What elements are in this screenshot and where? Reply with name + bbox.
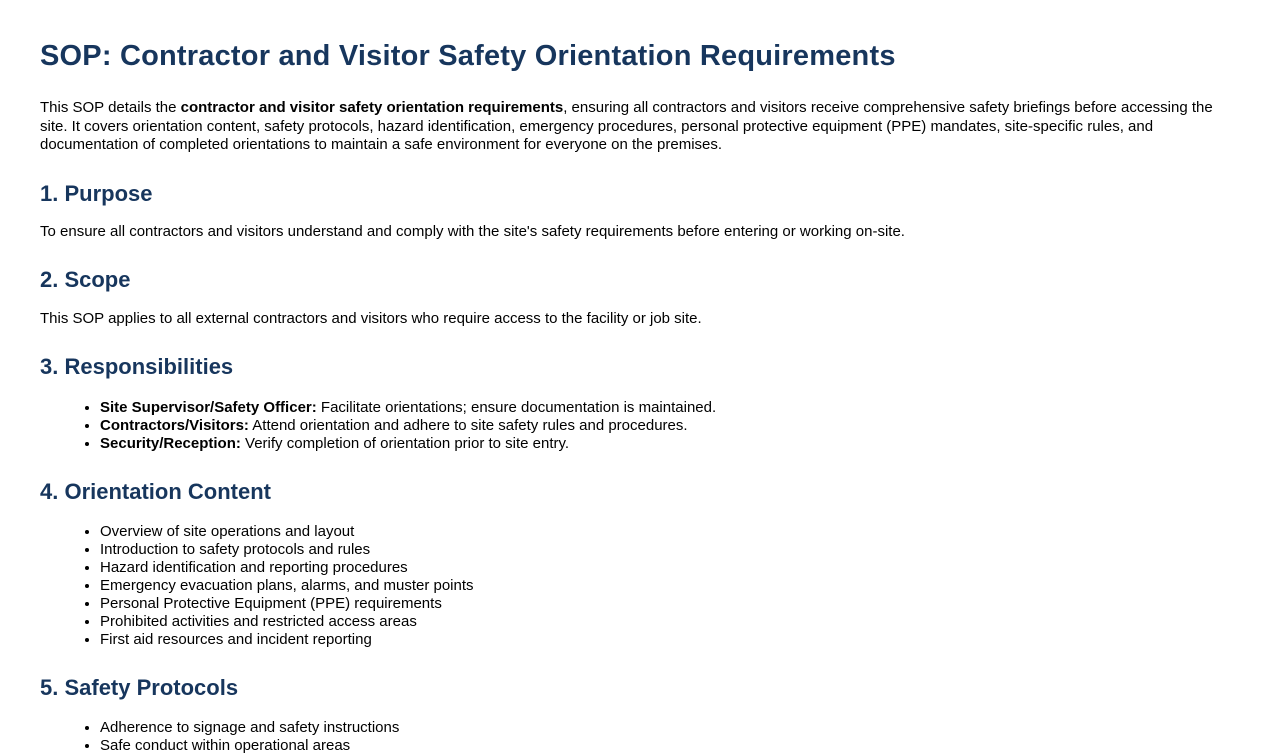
- list-item: • Overview of site operations and layout: [100, 523, 1223, 541]
- section-heading-responsibilities: 3. Responsibilities: [40, 354, 234, 380]
- section-heading-orientation-content: 4. Orientation Content: [40, 478, 271, 504]
- list-item: • Introduction to safety protocols and rules: [100, 541, 1223, 559]
- list-item-label: Site Supervisor/Safety Officer:: [100, 398, 317, 416]
- list-item-text: Attend orientation and adhere to site safety rules and procedures.: [248, 416, 688, 434]
- list-item-text: Facilitate orientations; ensure documentation is maintained.: [316, 398, 717, 416]
- list-item: • First aid resources and incident reporting: [100, 631, 1223, 649]
- page-title: SOP: Contractor and Visitor Safety Orientation Requirements: [40, 40, 896, 72]
- list-item: [100, 399, 1223, 417]
- intro-text-pre: This SOP details the: [40, 99, 181, 117]
- list-item: • Emergency evacuation plans, alarms, and muster points: [100, 577, 1223, 595]
- responsibilities-list: [40, 399, 1223, 453]
- orientation-content-list: [40, 523, 1223, 649]
- section-heading-safety-protocols: 5. Safety Protocols: [40, 674, 239, 700]
- list-item: • Adherence to signage and safety instructions: [100, 719, 1223, 737]
- safety-protocols-list: [40, 719, 1223, 755]
- section-paragraph-scope: This SOP applies to all external contractors and visitors who require access to the facility or job site.: [40, 309, 702, 327]
- list-item: • Personal Protective Equipment (PPE) requirements: [100, 595, 1223, 613]
- list-item-label: Security/Reception:: [100, 434, 241, 452]
- list-item-label: Contractors/Visitors:: [100, 416, 249, 434]
- list-item: [100, 417, 1223, 435]
- list-item: • Hazard identification and reporting procedures: [100, 559, 1223, 577]
- list-item: [100, 435, 1223, 453]
- intro-text-post: , ensuring all contractors and visitors receive comprehensive safety briefings before accessing the site. It covers orientation content, safety protocols, hazard identification, emergency procedures, personal protective equipment (PPE) mandates, site-specific rules, and documentation of completed orientations to maintain a safe environment for everyone on the premises.: [40, 99, 1213, 154]
- list-item: • Safe conduct within operational areas: [100, 737, 1223, 755]
- list-item-text: Verify completion of orientation prior to site entry.: [240, 434, 570, 452]
- section-heading-purpose: 1. Purpose: [40, 180, 153, 206]
- intro-paragraph: [40, 99, 1223, 154]
- section-heading-scope: 2. Scope: [40, 267, 131, 293]
- intro-text-bold: contractor and visitor safety orientation requirements: [180, 99, 564, 117]
- section-paragraph-purpose: To ensure all contractors and visitors understand and comply with the site's safety requirements before entering or working on-site.: [40, 222, 905, 240]
- list-item: • Prohibited activities and restricted access areas: [100, 613, 1223, 631]
